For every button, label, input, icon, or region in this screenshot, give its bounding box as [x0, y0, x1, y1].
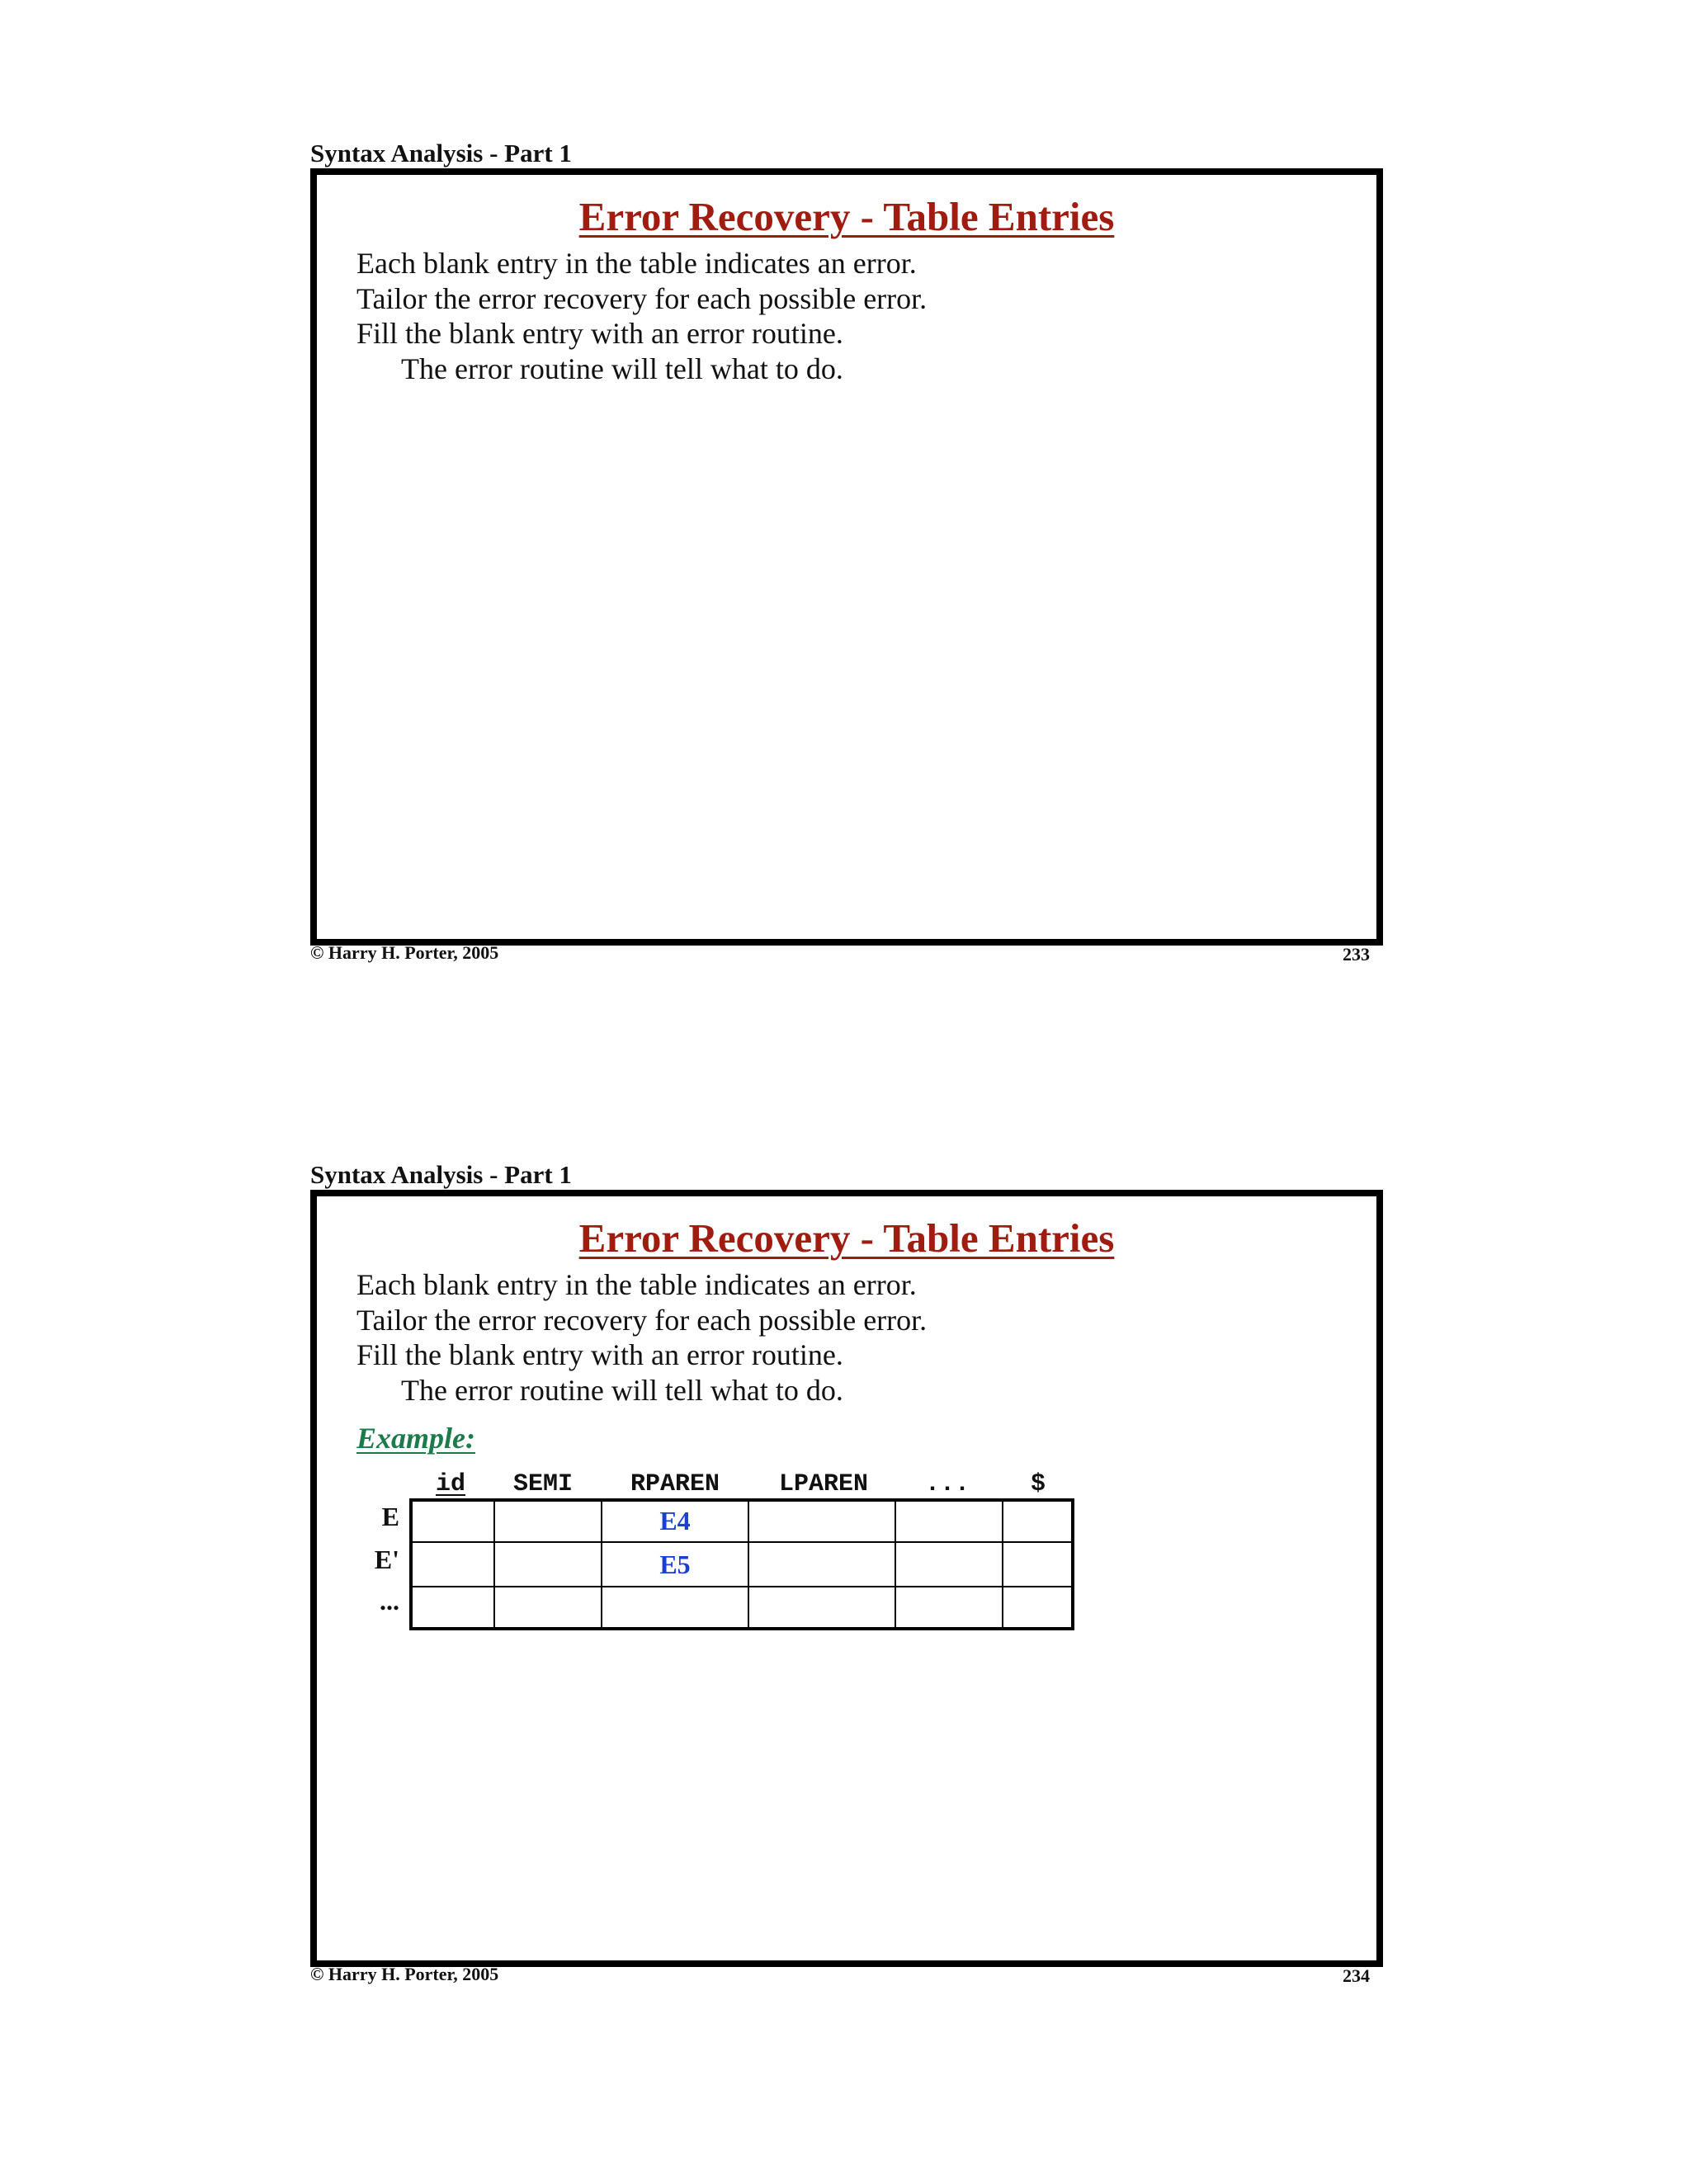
bullet-list — [356, 246, 927, 386]
column-header-ellipsis: ... — [924, 1470, 970, 1498]
table-cell-error-entry: E4 — [601, 1498, 749, 1543]
page-number: 233 — [1343, 944, 1370, 965]
table-cell — [1002, 1541, 1074, 1587]
table-cell — [409, 1586, 495, 1630]
page-number: 234 — [1343, 1965, 1370, 1986]
table-cell — [493, 1498, 602, 1543]
row-header-e: E — [381, 1502, 399, 1531]
column-header-end: $ — [1030, 1470, 1046, 1498]
table-cell — [748, 1586, 896, 1630]
text-line: Tailor the error recovery for each possible error. — [356, 1303, 928, 1337]
text-line-indented: The error routine will tell what to do. — [401, 351, 843, 385]
table-cell — [1002, 1498, 1074, 1543]
text-line: Fill the blank entry with an error routine. — [356, 317, 843, 350]
column-header-rparen: RPAREN — [630, 1470, 720, 1498]
slide-frame — [310, 1190, 1383, 1967]
table-cell — [409, 1498, 495, 1543]
table-cell — [895, 1541, 1003, 1587]
table-cell — [409, 1541, 495, 1587]
table-cell — [493, 1541, 602, 1587]
copyright: © Harry H. Porter, 2005 — [310, 942, 499, 963]
table-cell — [601, 1586, 749, 1630]
table-grid — [409, 1498, 1074, 1630]
table-cell — [748, 1498, 896, 1543]
text-line: Each blank entry in the table indicates an error. — [356, 1268, 917, 1301]
column-header-lparen: LPAREN — [778, 1470, 869, 1498]
table-cell — [895, 1586, 1003, 1630]
slide-title: Error Recovery - Table Entries — [578, 1215, 1115, 1261]
table-cell — [493, 1586, 602, 1630]
table-cell — [1002, 1586, 1074, 1630]
copyright: © Harry H. Porter, 2005 — [310, 1964, 499, 1984]
row-header-e-prime: E' — [374, 1545, 399, 1574]
slide-header: Syntax Analysis - Part 1 — [310, 1160, 572, 1189]
parse-table — [356, 1470, 1083, 1644]
slide-title: Error Recovery - Table Entries — [578, 194, 1115, 239]
row-header-ellipsis: ... — [380, 1586, 399, 1616]
column-header-semi: SEMI — [512, 1470, 574, 1498]
column-header-id: id — [435, 1470, 466, 1498]
example-label: Example: — [356, 1422, 475, 1455]
text-line-indented: The error routine will tell what to do. — [401, 1373, 843, 1407]
table-cell — [748, 1541, 896, 1587]
text-line: Fill the blank entry with an error routine. — [356, 1338, 843, 1371]
slide-header: Syntax Analysis - Part 1 — [310, 139, 572, 167]
text-line: Each blank entry in the table indicates an error. — [356, 247, 917, 280]
bullet-list — [356, 1267, 927, 1408]
table-cell-error-entry: E5 — [601, 1541, 749, 1587]
slide-frame — [310, 168, 1383, 946]
text-line: Tailor the error recovery for each possible error. — [356, 281, 928, 315]
table-cell — [895, 1498, 1003, 1543]
